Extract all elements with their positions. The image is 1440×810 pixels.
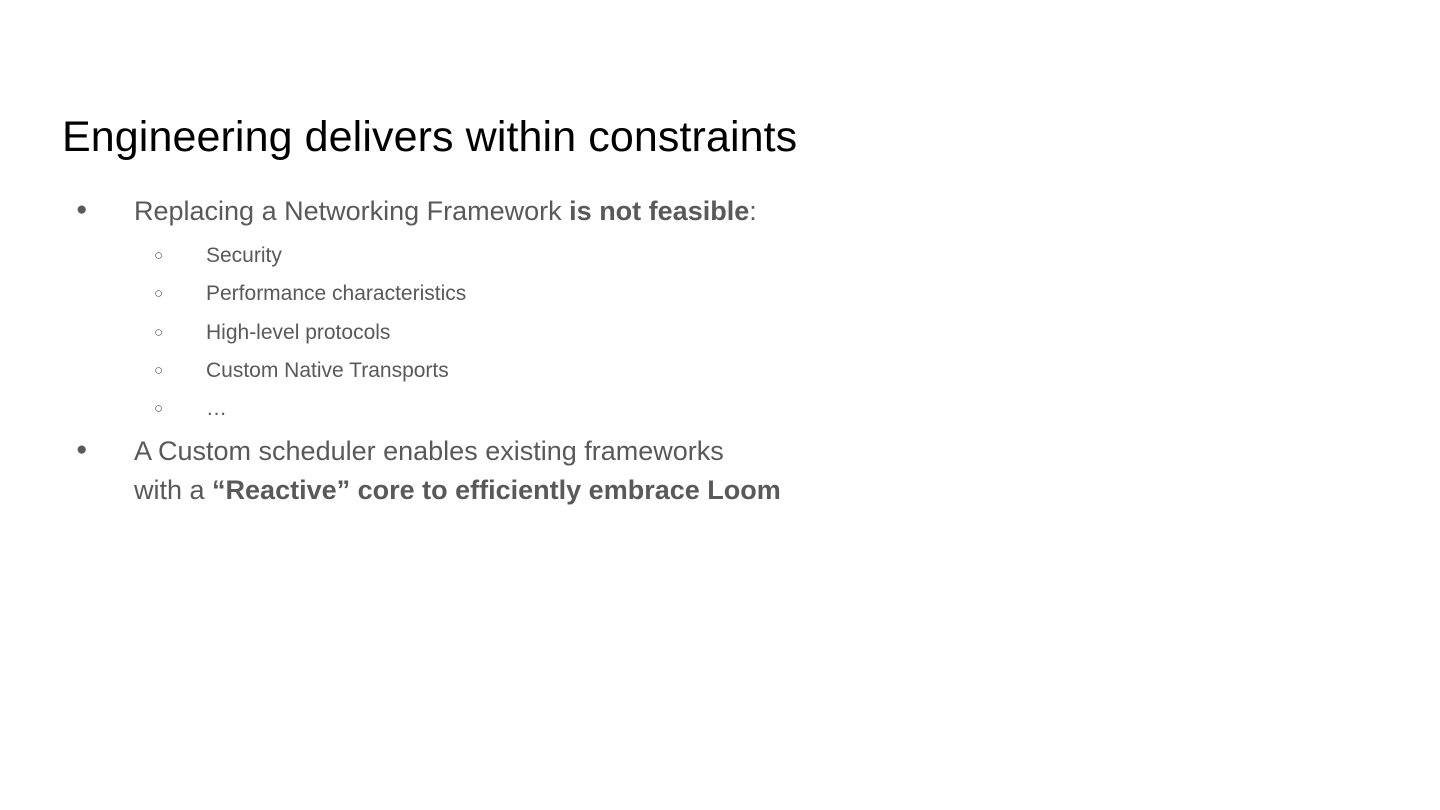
bullet-filled-circle-icon: ● (76, 439, 88, 461)
list-item-text-bold: “Reactive” core to efficiently embrace Loom (212, 475, 781, 506)
bullet-hollow-circle-icon: ○ (154, 247, 164, 265)
list-item-text-bold: is not feasible (569, 196, 750, 226)
list-item (134, 390, 1372, 428)
list-item-text-before: with a (134, 475, 213, 506)
list-item-line2 (134, 471, 1372, 510)
list-item-line1: A Custom scheduler enables existing frameworks (134, 436, 724, 467)
bullet-list-level2 (134, 237, 1372, 428)
list-item-text-before: Replacing a Networking Framework (134, 196, 570, 226)
bullet-hollow-circle-icon: ○ (154, 323, 164, 341)
list-item-label: Custom Native Transports (206, 358, 449, 382)
bullet-hollow-circle-icon: ○ (154, 400, 164, 418)
list-item (134, 314, 1372, 352)
slide-body (62, 192, 1372, 513)
page-title: Engineering delivers within constraints (62, 112, 798, 161)
list-item (134, 275, 1372, 313)
list-item (62, 432, 1372, 510)
bullet-hollow-circle-icon: ○ (154, 285, 164, 303)
list-item-label: … (206, 397, 227, 421)
list-item (134, 237, 1372, 275)
list-item (134, 352, 1372, 390)
list-item-label: Performance characteristics (206, 282, 467, 306)
list-item-label: Security (206, 244, 282, 268)
list-item-label: High-level protocols (206, 320, 391, 344)
list-item-text-after: : (749, 196, 757, 226)
list-item (62, 192, 1372, 428)
bullet-hollow-circle-icon: ○ (154, 361, 164, 379)
bullet-list-level1 (62, 192, 1372, 511)
bullet-filled-circle-icon: ● (76, 199, 88, 220)
